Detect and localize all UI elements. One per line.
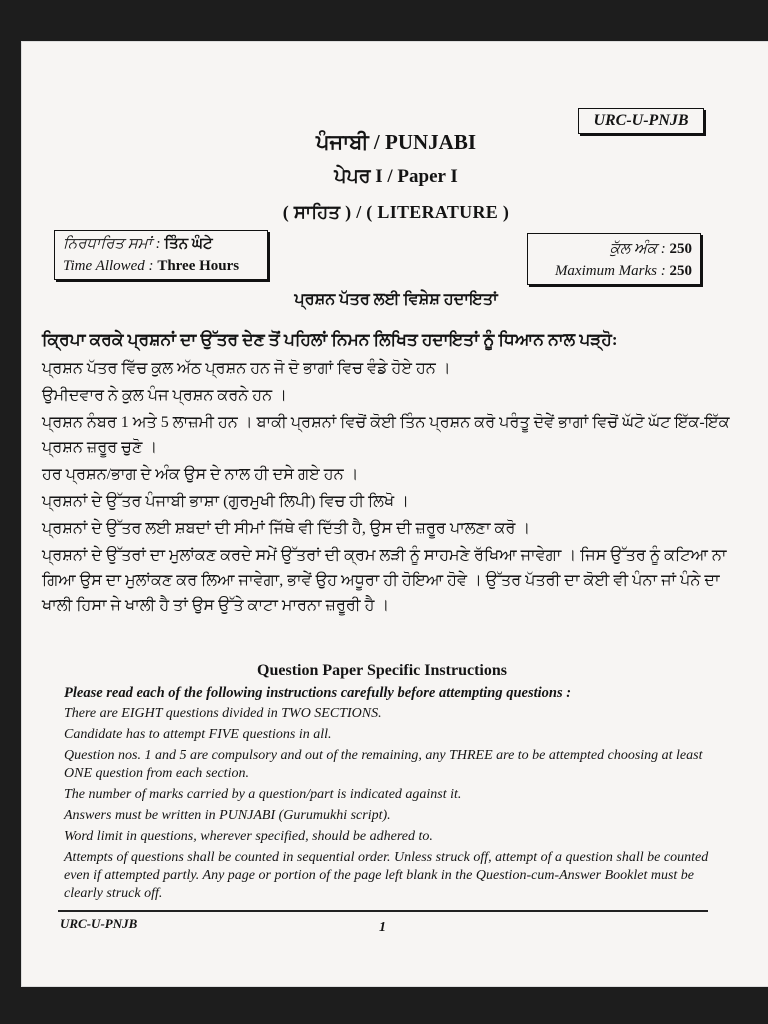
paper-code: URC-U-PNJB bbox=[593, 112, 689, 129]
english-instruction-2: Candidate has to attempt FIVE questions in all. bbox=[64, 727, 332, 742]
punjabi-lead: ਕ੍ਰਿਪਾ ਕਰਕੇ ਪ੍ਰਸ਼ਨਾਂ ਦਾ ਉੱਤਰ ਦੇਣ ਤੋਂ ਪਹਿਲਾਂ ਨਿਮਨ ਲਿਖਿਤ ਹਦਾਇਤਾਂ ਨੂੰ ਧਿਆਨ ਨਾਲ ਪੜ੍ਹੋ: bbox=[42, 330, 618, 349]
punjabi-instruction-4: ਹਰ ਪ੍ਰਸ਼ਨ/ਭਾਗ ਦੇ ਅੰਕ ਉਸ ਦੇ ਨਾਲ ਹੀ ਦਸੇ ਗਏ ਹਨ । bbox=[42, 466, 359, 483]
marks-punjabi bbox=[536, 238, 692, 260]
paper-title: ਪੇਪਰ I / Paper I bbox=[334, 166, 458, 187]
english-instruction-7: Attempts of questions shall be counted in sequential order. Unless struck off, attempt of a question shall be counted even if attempted partly. Any page or portion of the page left blank in the Question-cum-Answer Booklet must be clearly struck off. bbox=[64, 850, 709, 901]
english-instruction-3: Question nos. 1 and 5 are compulsory and out of the remaining, any THREE are to be attempted choosing at least ONE question from each section. bbox=[64, 748, 703, 781]
punjabi-instructions-heading: ਪ੍ਰਸ਼ਨ ਪੱਤਰ ਲਈ ਵਿਸ਼ੇਸ਼ ਹਦਾਇਤਾਂ bbox=[294, 291, 498, 308]
marks-value-punjabi: 250 bbox=[669, 241, 692, 257]
punjabi-instruction-7: ਪ੍ਰਸ਼ਨਾਂ ਦੇ ਉੱਤਰਾਂ ਦਾ ਮੁਲਾਂਕਣ ਕਰਦੇ ਸਮੇਂ ਉੱਤਰਾਂ ਦੀ ਕ੍ਰਮ ਲੜੀ ਨੂੰ ਸਾਹਮਣੇ ਰੱਖਿਆ ਜਾਵੇਗਾ । ਜਿਸ ਉੱਤਰ ਨੂੰ ਕਟਿਆ ਨਾ ਗਿਆ ਉਸ ਦਾ ਮੁਲਾਂਕਣ ਕਰ ਲਿਆ ਜਾਵੇਗਾ, ਭਾਵੇਂ ਉਹ ਅਧੂਰਾ ਹੀ ਹੋਇਆ ਹੋਵੇ । ਉੱਤਰ ਪੱਤਰੀ ਦਾ ਕੋਈ ਵੀ ਪੰਨਾ ਜਾਂ ਪੰਨੇ ਦਾ ਖਾਲੀ ਹਿਸਾ ਜੇ ਖਾਲੀ ਹੈ ਤਾਂ ਉਸ ਉੱਤੇ ਕਾਟਾ ਮਾਰਨਾ ਜ਼ਰੂਰੀ ਹੈ । bbox=[42, 547, 727, 614]
time-value-english: Three Hours bbox=[157, 258, 240, 274]
time-value-punjabi: ਤਿੰਨ ਘੰਟੇ bbox=[164, 236, 213, 252]
english-instructions-heading: Question Paper Specific Instructions bbox=[257, 662, 507, 679]
time-allowed-english bbox=[63, 255, 259, 277]
marks-value-english: 250 bbox=[669, 263, 692, 279]
english-instruction-1: There are EIGHT questions divided in TWO SECTIONS. bbox=[64, 706, 382, 721]
punjabi-instruction-3: ਪ੍ਰਸ਼ਨ ਨੰਬਰ 1 ਅਤੇ 5 ਲਾਜ਼ਮੀ ਹਨ । ਬਾਕੀ ਪ੍ਰਸ਼ਨਾਂ ਵਿਚੋਂ ਕੋਈ ਤਿੰਨ ਪ੍ਰਸ਼ਨ ਕਰੋ ਪਰੰਤੂ ਦੋਵੇਂ ਭਾਗਾਂ ਵਿਚੋਂ ਘੱਟੋ ਘੱਟ ਇੱਕ-ਇੱਕ ਪ੍ਰਸ਼ਨ ਜ਼ਰੂਰ ਚੁਣੋ । bbox=[42, 414, 730, 456]
marks-english bbox=[536, 260, 692, 282]
time-allowed-box bbox=[54, 230, 268, 280]
exam-page bbox=[22, 42, 768, 986]
page-number: 1 bbox=[379, 920, 386, 935]
section-title: ( ਸਾਹਿਤ ) / ( LITERATURE ) bbox=[282, 202, 510, 222]
maximum-marks-box bbox=[527, 233, 701, 285]
time-label-punjabi: ਨਿਰਧਾਰਿਤ ਸਮਾਂ : bbox=[63, 236, 165, 252]
english-lead: Please read each of the following instructions carefully before attempting questions : bbox=[64, 685, 572, 701]
time-label-english: Time Allowed : bbox=[63, 258, 158, 274]
english-instructions bbox=[64, 684, 724, 906]
footer-paper-code: URC-U-PNJB bbox=[60, 916, 138, 931]
marks-label-english: Maximum Marks : bbox=[554, 263, 670, 279]
english-instruction-6: Word limit in questions, wherever specified, should be adhered to. bbox=[64, 829, 433, 844]
english-instruction-5: Answers must be written in PUNJABI (Gurumukhi script). bbox=[64, 808, 391, 823]
footer-divider bbox=[58, 910, 708, 912]
punjabi-instruction-2: ਉਮੀਦਵਾਰ ਨੇ ਕੁਲ ਪੰਜ ਪ੍ਰਸ਼ਨ ਕਰਨੇ ਹਨ । bbox=[42, 387, 287, 404]
subject-title: ਪੰਜਾਬੀ / PUNJABI bbox=[315, 130, 477, 154]
punjabi-instructions bbox=[42, 327, 742, 620]
marks-label-punjabi: ਕੁੱਲ ਅੰਕ : bbox=[609, 241, 670, 257]
punjabi-instruction-6: ਪ੍ਰਸ਼ਨਾਂ ਦੇ ਉੱਤਰ ਲਈ ਸ਼ਬਦਾਂ ਦੀ ਸੀਮਾਂ ਜਿੱਥੇ ਵੀ ਦਿੱਤੀ ਹੈ, ਉਸ ਦੀ ਜ਼ਰੂਰ ਪਾਲਣਾ ਕਰੋ । bbox=[42, 520, 531, 537]
punjabi-instruction-1: ਪ੍ਰਸ਼ਨ ਪੱਤਰ ਵਿੱਚ ਕੁਲ ਅੱਠ ਪ੍ਰਸ਼ਨ ਹਨ ਜੋ ਦੋ ਭਾਗਾਂ ਵਿਚ ਵੰਡੇ ਹੋਏ ਹਨ । bbox=[42, 360, 451, 377]
punjabi-instruction-5: ਪ੍ਰਸ਼ਨਾਂ ਦੇ ਉੱਤਰ ਪੰਜਾਬੀ ਭਾਸ਼ਾ (ਗੁਰਮੁਖੀ ਲਿਪੀ) ਵਿਚ ਹੀ ਲਿਖੋ । bbox=[42, 493, 409, 510]
english-instruction-4: The number of marks carried by a question/part is indicated against it. bbox=[64, 787, 462, 802]
time-allowed-punjabi bbox=[63, 233, 259, 255]
